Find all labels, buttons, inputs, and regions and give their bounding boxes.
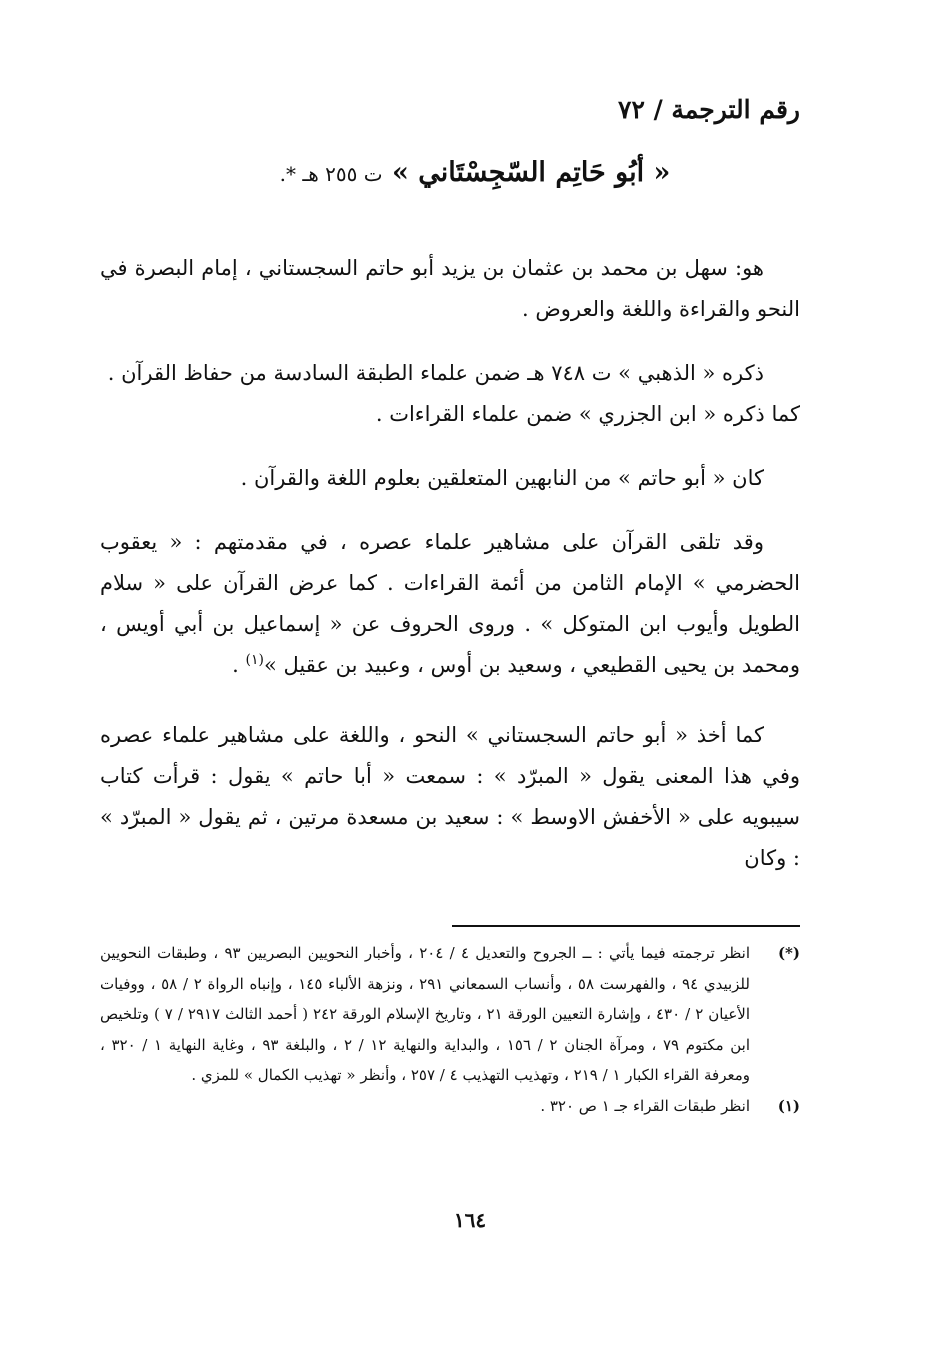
footnote-divider — [452, 925, 800, 927]
death-date: ت ٢٥٥ هـ *. — [279, 162, 383, 186]
paragraph-text: كان « أبو حاتم » من النابهين المتعلقين بعلوم اللغة والقرآن . — [240, 466, 764, 490]
entry-number-header: رقم الترجمة / ٧٢ — [618, 95, 800, 124]
biography-name: « أبُو حَاتِم السّجِسْتَاني » — [391, 157, 671, 188]
paragraph-mentions — [100, 353, 800, 435]
paragraph-line: ذكره « الذهبي » ت ٧٤٨ هـ ضمن علماء الطبقة السادسة من حفاظ القرآن . — [107, 361, 764, 385]
footnote-mark: (١) — [777, 1096, 800, 1115]
paragraph-distinction — [100, 458, 800, 499]
paragraph-identity — [100, 248, 800, 330]
footnotes — [100, 938, 800, 1121]
paragraph-grammar — [100, 715, 800, 879]
paragraph-text: هو: سهل بن محمد بن عثمان بن يزيد أبو حاتم السجستاني ، إمام البصرة في النحو والقراءة واللغة والعروض . — [100, 256, 800, 321]
footnote-reference: (١) — [245, 652, 264, 668]
paragraph-end: . — [232, 653, 246, 677]
footnote-text: انظر ترجمته فيما يأتي : ــ الجروح والتعديل ٤ / ٢٠٤ ، وأخبار النحويين البصريين ٩٣ ، وطبقات النحويين للزبيدي ٩٤ ، والفهرست ٥٨ ، وأنساب السمعاني ٢٩١ ، ونزهة الألباء ١٤٥ ، وإنباه الرواة ٢ / ٥٨ ، ووفيات الأعيان ٢ / ٤٣٠ ، وإشارة التعيين الورقة ٢١ ، وتاريخ الإسلام الورقة ٢٤٢ ( أحمد الثالث ٢٩١٧ / ٧ ) وتلخيص ابن مكتوم ٧٩ ، ومرآة الجنان ٢ / ١٥٦ ، والبداية والنهاية ١٢ / ٢ ، والبلغة ٩٣ ، وغاية النهاية ١ / ٣٢٠ ، ومعرفة القراء الكبار ١ / ٢١٩ ، وتهذيب التهذيب ٤ / ٢٥٧ ، وأنظر « تهذيب الكمال » للمزي . — [100, 944, 751, 1084]
page-number: ١٦٤ — [453, 1208, 487, 1232]
footnote — [100, 1091, 800, 1122]
footnote — [100, 938, 800, 1091]
paragraph-body: وقد تلقى القرآن على مشاهير علماء عصره ، في مقدمتهم : « يعقوب الحضرمي » الإمام الثامن من أئمة القراءات . كما عرض القرآن على « سلام الطويل وأيوب ابن المتوكل » . وروى الحروف عن « إسماعيل بن أبي أويس ، ومحمد بن يحيى القطيعي ، وسعيد بن أوس ، وعبيد بن عقيل » — [100, 530, 800, 677]
footnote-mark: (*) — [777, 944, 800, 962]
footnote-text: انظر طبقات القراء جـ ١ ص ٣٢٠ . — [540, 1096, 750, 1115]
paragraph-teachers — [100, 522, 800, 686]
biography-title — [250, 157, 700, 188]
paragraph-text — [100, 522, 800, 686]
paragraph-text: كما أخذ « أبو حاتم السجستاني » النحو ، واللغة على مشاهير علماء عصره وفي هذا المعنى يقول « المبرّد » : سمعت « أبا حاتم » يقول : قرأت كتاب سيبويه على « الأخفش الاوسط » : سعيد بن مسعدة مرتين ، ثم يقول « المبرّد » : وكان — [100, 723, 800, 870]
paragraph-line: كما ذكره « ابن الجزري » ضمن علماء القراءات . — [375, 402, 800, 426]
